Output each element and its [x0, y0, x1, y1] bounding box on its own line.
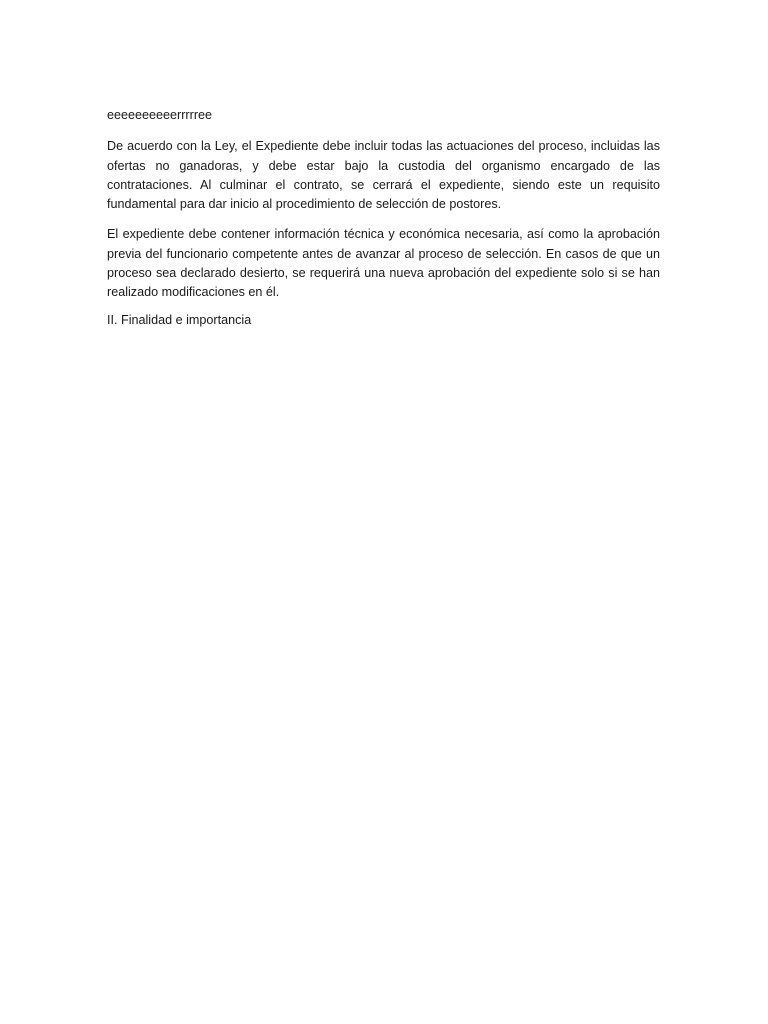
section-heading: II. Finalidad e importancia: [107, 312, 252, 327]
paragraph-informacion-tecnica: El expediente debe contener información técnica y económica necesaria, así como la aprobación previa del funcionario competente antes de avanzar al proceso de selección. En casos de que un proceso sea declarado desierto, se requerirá una nueva aprobación del expediente solo si se han realizado modificaciones en él.: [107, 227, 660, 300]
paragraph-ley-expediente: De acuerdo con la Ley, el Expediente debe incluir todas las actuaciones del proceso, incluidas las ofertas no ganadoras, y debe estar bajo la custodia del organismo encargado de las contrataciones. Al culminar el contrato, se cerrará el expediente, siendo este un requisito fundamental para dar inicio al procedimiento de selección de postores.: [107, 139, 660, 212]
header-line: eeeeeeeeeerrrrree: [107, 108, 213, 122]
document-body: [107, 106, 660, 330]
